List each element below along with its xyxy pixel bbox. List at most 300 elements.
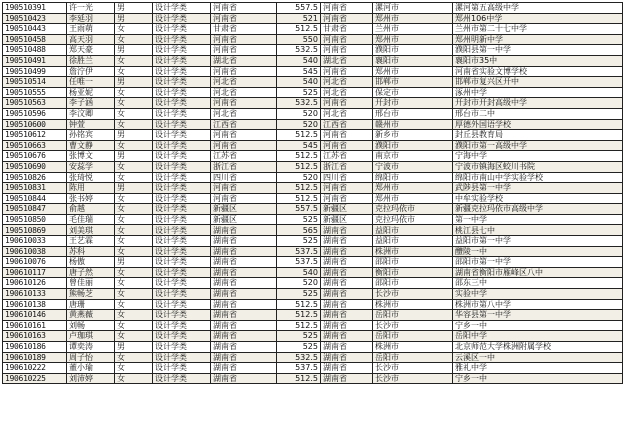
student-id-cell: 190510826 xyxy=(3,172,67,183)
school-cell: 邯郸市复兴区开中 xyxy=(453,77,623,88)
student-name-cell: 熊畅芝 xyxy=(67,289,115,300)
table-row xyxy=(3,119,623,130)
school-cell: 新疆克拉玛依市高级中学 xyxy=(453,204,623,215)
student-id-cell: 190510663 xyxy=(3,140,67,151)
school-cell: 宁乡一中 xyxy=(453,320,623,331)
school-cell: 郑州明新中学 xyxy=(453,34,623,45)
province-cell: 湖南省 xyxy=(211,352,277,363)
province-cell: 新疆区 xyxy=(211,204,277,215)
province-cell: 河南省 xyxy=(211,130,277,141)
gender-cell: 男 xyxy=(115,45,153,56)
city-cell: 濮阳市 xyxy=(373,45,453,56)
city-cell: 株洲市 xyxy=(373,342,453,353)
school-cell: 襄阳市35中 xyxy=(453,55,623,66)
city-cell: 益阳市 xyxy=(373,225,453,236)
major-cell: 设计学类 xyxy=(153,246,211,257)
table-row xyxy=(3,172,623,183)
major-cell: 设计学类 xyxy=(153,66,211,77)
student-id-cell: 190510563 xyxy=(3,98,67,109)
student-id-cell: 190510850 xyxy=(3,214,67,225)
major-cell: 设计学类 xyxy=(153,24,211,35)
region-cell: 河南省 xyxy=(321,3,373,14)
score-cell: 540 xyxy=(277,55,321,66)
province-cell: 河南省 xyxy=(211,98,277,109)
score-cell: 521 xyxy=(277,13,321,24)
student-name-cell: 黄燕薇 xyxy=(67,310,115,321)
gender-cell: 男 xyxy=(115,342,153,353)
table-row xyxy=(3,66,623,77)
major-cell: 设计学类 xyxy=(153,373,211,384)
table-row xyxy=(3,278,623,289)
major-cell: 设计学类 xyxy=(153,310,211,321)
student-name-cell: 安蕊学 xyxy=(67,161,115,172)
city-cell: 岳阳市 xyxy=(373,352,453,363)
table-row xyxy=(3,24,623,35)
gender-cell: 男 xyxy=(115,183,153,194)
student-name-cell: 张书婷 xyxy=(67,193,115,204)
school-cell: 涿州中学 xyxy=(453,87,623,98)
city-cell: 兰州市 xyxy=(373,24,453,35)
major-cell: 设计学类 xyxy=(153,193,211,204)
major-cell: 设计学类 xyxy=(153,257,211,268)
major-cell: 设计学类 xyxy=(153,130,211,141)
province-cell: 湖南省 xyxy=(211,257,277,268)
student-id-cell: 190610126 xyxy=(3,278,67,289)
student-name-cell: 唐珊 xyxy=(67,299,115,310)
city-cell: 漯河市 xyxy=(373,3,453,14)
gender-cell: 女 xyxy=(115,267,153,278)
gender-cell: 女 xyxy=(115,108,153,119)
province-cell: 河南省 xyxy=(211,45,277,56)
school-cell: 河南省实验文博学校 xyxy=(453,66,623,77)
school-cell: 邢台市二中 xyxy=(453,108,623,119)
score-cell: 545 xyxy=(277,66,321,77)
table-row xyxy=(3,246,623,257)
major-cell: 设计学类 xyxy=(153,119,211,130)
score-cell: 525 xyxy=(277,87,321,98)
student-id-cell: 190610038 xyxy=(3,246,67,257)
student-id-cell: 190510676 xyxy=(3,151,67,162)
region-cell: 湖南省 xyxy=(321,342,373,353)
student-id-cell: 190610222 xyxy=(3,363,67,374)
school-cell: 开封市开封高级中学 xyxy=(453,98,623,109)
major-cell: 设计学类 xyxy=(153,140,211,151)
province-cell: 湖南省 xyxy=(211,342,277,353)
region-cell: 湖南省 xyxy=(321,352,373,363)
gender-cell: 男 xyxy=(115,151,153,162)
score-cell: 537.5 xyxy=(277,363,321,374)
province-cell: 江苏省 xyxy=(211,151,277,162)
province-cell: 江西省 xyxy=(211,119,277,130)
gender-cell: 男 xyxy=(115,257,153,268)
city-cell: 郑州市 xyxy=(373,66,453,77)
student-name-cell: 毛佳瑞 xyxy=(67,214,115,225)
region-cell: 河南省 xyxy=(321,45,373,56)
city-cell: 赣州市 xyxy=(373,119,453,130)
gender-cell: 女 xyxy=(115,193,153,204)
city-cell: 郑州市 xyxy=(373,13,453,24)
region-cell: 甘肃省 xyxy=(321,24,373,35)
major-cell: 设计学类 xyxy=(153,278,211,289)
student-name-cell: 孙铭宾 xyxy=(67,130,115,141)
city-cell: 邯郸市 xyxy=(373,77,453,88)
gender-cell: 女 xyxy=(115,55,153,66)
region-cell: 湖南省 xyxy=(321,246,373,257)
province-cell: 河南省 xyxy=(211,183,277,194)
table-row xyxy=(3,13,623,24)
student-id-cell: 190510600 xyxy=(3,119,67,130)
student-name-cell: 周子怡 xyxy=(67,352,115,363)
region-cell: 湖南省 xyxy=(321,331,373,342)
student-name-cell: 杨傲 xyxy=(67,257,115,268)
student-name-cell: 王雨萌 xyxy=(67,24,115,35)
school-cell: 邵东三中 xyxy=(453,278,623,289)
region-cell: 湖南省 xyxy=(321,363,373,374)
student-name-cell: 徐胜兰 xyxy=(67,55,115,66)
table-row xyxy=(3,140,623,151)
table-row xyxy=(3,3,623,14)
table-row xyxy=(3,373,623,384)
table-row xyxy=(3,130,623,141)
student-id-cell: 190610138 xyxy=(3,299,67,310)
score-cell: 520 xyxy=(277,119,321,130)
province-cell: 湖南省 xyxy=(211,363,277,374)
region-cell: 湖南省 xyxy=(321,289,373,300)
major-cell: 设计学类 xyxy=(153,87,211,98)
major-cell: 设计学类 xyxy=(153,299,211,310)
province-cell: 河南省 xyxy=(211,13,277,24)
city-cell: 长沙市 xyxy=(373,289,453,300)
province-cell: 湖南省 xyxy=(211,246,277,257)
student-id-cell: 190610163 xyxy=(3,331,67,342)
school-cell: 邵阳市第一中学 xyxy=(453,257,623,268)
student-id-cell: 190510869 xyxy=(3,225,67,236)
province-cell: 湖南省 xyxy=(211,331,277,342)
student-id-cell: 190510596 xyxy=(3,108,67,119)
school-cell: 厚德外国语学校 xyxy=(453,119,623,130)
school-cell: 宁乡一中 xyxy=(453,373,623,384)
region-cell: 河南省 xyxy=(321,98,373,109)
gender-cell: 女 xyxy=(115,140,153,151)
student-name-cell: 陈用 xyxy=(67,183,115,194)
major-cell: 设计学类 xyxy=(153,267,211,278)
region-cell: 河北省 xyxy=(321,77,373,88)
gender-cell: 女 xyxy=(115,119,153,130)
province-cell: 湖南省 xyxy=(211,236,277,247)
score-cell: 565 xyxy=(277,225,321,236)
region-cell: 江西省 xyxy=(321,119,373,130)
province-cell: 湖南省 xyxy=(211,320,277,331)
province-cell: 河南省 xyxy=(211,193,277,204)
gender-cell: 女 xyxy=(115,24,153,35)
score-cell: 525 xyxy=(277,342,321,353)
school-cell: 绵阳市南山中学实验学校 xyxy=(453,172,623,183)
roster-body xyxy=(3,3,623,384)
student-id-cell: 190510499 xyxy=(3,66,67,77)
city-cell: 克拉玛依市 xyxy=(373,204,453,215)
city-cell: 郑州市 xyxy=(373,193,453,204)
gender-cell: 女 xyxy=(115,236,153,247)
admission-roster-table xyxy=(2,2,623,384)
student-name-cell: 董小瑜 xyxy=(67,363,115,374)
region-cell: 河南省 xyxy=(321,66,373,77)
table-row xyxy=(3,225,623,236)
score-cell: 532.5 xyxy=(277,45,321,56)
major-cell: 设计学类 xyxy=(153,98,211,109)
gender-cell: 女 xyxy=(115,204,153,215)
city-cell: 宁波市 xyxy=(373,161,453,172)
gender-cell: 男 xyxy=(115,13,153,24)
school-cell: 濮阳县第一中学 xyxy=(453,45,623,56)
province-cell: 河北省 xyxy=(211,87,277,98)
region-cell: 江苏省 xyxy=(321,151,373,162)
student-id-cell: 190510488 xyxy=(3,45,67,56)
score-cell: 540 xyxy=(277,77,321,88)
province-cell: 湖南省 xyxy=(211,225,277,236)
province-cell: 甘肃省 xyxy=(211,24,277,35)
gender-cell: 女 xyxy=(115,299,153,310)
table-row xyxy=(3,77,623,88)
region-cell: 湖南省 xyxy=(321,267,373,278)
score-cell: 512.5 xyxy=(277,193,321,204)
school-cell: 株洲市第八中学 xyxy=(453,299,623,310)
table-row xyxy=(3,193,623,204)
student-name-cell: 钟萱 xyxy=(67,119,115,130)
student-id-cell: 190610189 xyxy=(3,352,67,363)
score-cell: 532.5 xyxy=(277,352,321,363)
table-row xyxy=(3,183,623,194)
score-cell: 512.5 xyxy=(277,130,321,141)
province-cell: 河南省 xyxy=(211,140,277,151)
region-cell: 河南省 xyxy=(321,140,373,151)
city-cell: 克拉玛依市 xyxy=(373,214,453,225)
student-name-cell: 俞越 xyxy=(67,204,115,215)
score-cell: 537.5 xyxy=(277,246,321,257)
major-cell: 设计学类 xyxy=(153,183,211,194)
table-row xyxy=(3,45,623,56)
score-cell: 545 xyxy=(277,140,321,151)
gender-cell: 女 xyxy=(115,289,153,300)
region-cell: 河南省 xyxy=(321,193,373,204)
student-name-cell: 高天羽 xyxy=(67,34,115,45)
region-cell: 新疆区 xyxy=(321,204,373,215)
region-cell: 湖南省 xyxy=(321,299,373,310)
school-cell: 华容县第一中学 xyxy=(453,310,623,321)
region-cell: 湖南省 xyxy=(321,310,373,321)
major-cell: 设计学类 xyxy=(153,3,211,14)
city-cell: 长沙市 xyxy=(373,363,453,374)
student-id-cell: 190610186 xyxy=(3,342,67,353)
student-name-cell: 刘美琪 xyxy=(67,225,115,236)
student-name-cell: 杨亚妮 xyxy=(67,87,115,98)
student-id-cell: 190510491 xyxy=(3,55,67,66)
major-cell: 设计学类 xyxy=(153,352,211,363)
province-cell: 湖南省 xyxy=(211,267,277,278)
score-cell: 512.5 xyxy=(277,151,321,162)
gender-cell: 女 xyxy=(115,331,153,342)
student-id-cell: 190510690 xyxy=(3,161,67,172)
student-id-cell: 190610225 xyxy=(3,373,67,384)
city-cell: 邵阳市 xyxy=(373,257,453,268)
student-id-cell: 190510844 xyxy=(3,193,67,204)
school-cell: 濮阳市第一高级中学 xyxy=(453,140,623,151)
table-row xyxy=(3,342,623,353)
major-cell: 设计学类 xyxy=(153,108,211,119)
score-cell: 512.5 xyxy=(277,161,321,172)
score-cell: 520 xyxy=(277,172,321,183)
major-cell: 设计学类 xyxy=(153,151,211,162)
student-id-cell: 190610133 xyxy=(3,289,67,300)
region-cell: 四川省 xyxy=(321,172,373,183)
student-name-cell: 郑天豪 xyxy=(67,45,115,56)
table-row xyxy=(3,34,623,45)
major-cell: 设计学类 xyxy=(153,34,211,45)
score-cell: 537.5 xyxy=(277,257,321,268)
student-name-cell: 许一光 xyxy=(67,3,115,14)
gender-cell: 女 xyxy=(115,320,153,331)
major-cell: 设计学类 xyxy=(153,363,211,374)
gender-cell: 女 xyxy=(115,172,153,183)
school-cell: 桃江县七中 xyxy=(453,225,623,236)
school-cell: 湖南省衡阳市雁峰区八中 xyxy=(453,267,623,278)
school-cell: 第一中学 xyxy=(453,214,623,225)
student-id-cell: 190510423 xyxy=(3,13,67,24)
province-cell: 河南省 xyxy=(211,66,277,77)
gender-cell: 女 xyxy=(115,98,153,109)
province-cell: 四川省 xyxy=(211,172,277,183)
gender-cell: 女 xyxy=(115,214,153,225)
gender-cell: 女 xyxy=(115,363,153,374)
student-name-cell: 刘畅 xyxy=(67,320,115,331)
province-cell: 河南省 xyxy=(211,3,277,14)
school-cell: 郑州106中学 xyxy=(453,13,623,24)
gender-cell: 男 xyxy=(115,77,153,88)
city-cell: 株洲市 xyxy=(373,246,453,257)
region-cell: 河南省 xyxy=(321,183,373,194)
table-row xyxy=(3,87,623,98)
major-cell: 设计学类 xyxy=(153,45,211,56)
region-cell: 河南省 xyxy=(321,13,373,24)
city-cell: 岳阳市 xyxy=(373,310,453,321)
score-cell: 520 xyxy=(277,278,321,289)
province-cell: 河南省 xyxy=(211,34,277,45)
major-cell: 设计学类 xyxy=(153,225,211,236)
student-id-cell: 190510391 xyxy=(3,3,67,14)
student-name-cell: 李延羽 xyxy=(67,13,115,24)
score-cell: 525 xyxy=(277,214,321,225)
school-cell: 益阳市第一中学 xyxy=(453,236,623,247)
gender-cell: 女 xyxy=(115,310,153,321)
city-cell: 邢台市 xyxy=(373,108,453,119)
student-name-cell: 苏科 xyxy=(67,246,115,257)
school-cell: 漯河第五高级中学 xyxy=(453,3,623,14)
major-cell: 设计学类 xyxy=(153,236,211,247)
province-cell: 湖北省 xyxy=(211,55,277,66)
school-cell: 武陟县第一中学 xyxy=(453,183,623,194)
student-name-cell: 唐子然 xyxy=(67,267,115,278)
score-cell: 525 xyxy=(277,289,321,300)
table-row xyxy=(3,257,623,268)
gender-cell: 女 xyxy=(115,161,153,172)
gender-cell: 女 xyxy=(115,225,153,236)
gender-cell: 男 xyxy=(115,130,153,141)
student-id-cell: 190610076 xyxy=(3,257,67,268)
major-cell: 设计学类 xyxy=(153,289,211,300)
region-cell: 浙江省 xyxy=(321,161,373,172)
gender-cell: 女 xyxy=(115,278,153,289)
region-cell: 湖南省 xyxy=(321,278,373,289)
student-name-cell: 李汶卿 xyxy=(67,108,115,119)
city-cell: 长沙市 xyxy=(373,320,453,331)
student-name-cell: 曾佳丽 xyxy=(67,278,115,289)
table-row xyxy=(3,151,623,162)
province-cell: 新疆区 xyxy=(211,214,277,225)
student-id-cell: 190510847 xyxy=(3,204,67,215)
province-cell: 浙江省 xyxy=(211,161,277,172)
school-cell: 兰州市第二十七中学 xyxy=(453,24,623,35)
student-name-cell: 张博文 xyxy=(67,151,115,162)
school-cell: 宁波市镇海区蛟川书院 xyxy=(453,161,623,172)
city-cell: 襄阳市 xyxy=(373,55,453,66)
school-cell: 云溪区一中 xyxy=(453,352,623,363)
table-row xyxy=(3,55,623,66)
city-cell: 南京市 xyxy=(373,151,453,162)
student-id-cell: 190510443 xyxy=(3,24,67,35)
table-row xyxy=(3,363,623,374)
school-cell: 中牟实验学校 xyxy=(453,193,623,204)
student-id-cell: 190610161 xyxy=(3,320,67,331)
city-cell: 长沙市 xyxy=(373,373,453,384)
gender-cell: 女 xyxy=(115,246,153,257)
table-row xyxy=(3,161,623,172)
region-cell: 湖北省 xyxy=(321,55,373,66)
gender-cell: 女 xyxy=(115,87,153,98)
student-name-cell: 卢珈琪 xyxy=(67,331,115,342)
city-cell: 郑州市 xyxy=(373,34,453,45)
region-cell: 河南省 xyxy=(321,130,373,141)
score-cell: 532.5 xyxy=(277,98,321,109)
gender-cell: 女 xyxy=(115,373,153,384)
student-name-cell: 曹文静 xyxy=(67,140,115,151)
major-cell: 设计学类 xyxy=(153,161,211,172)
gender-cell: 女 xyxy=(115,352,153,363)
region-cell: 河北省 xyxy=(321,108,373,119)
score-cell: 512.5 xyxy=(277,183,321,194)
province-cell: 湖南省 xyxy=(211,310,277,321)
major-cell: 设计学类 xyxy=(153,55,211,66)
major-cell: 设计学类 xyxy=(153,342,211,353)
city-cell: 衡阳市 xyxy=(373,267,453,278)
score-cell: 557.5 xyxy=(277,3,321,14)
school-cell: 封丘县教育局 xyxy=(453,130,623,141)
student-name-cell: 王艺霖 xyxy=(67,236,115,247)
table-row xyxy=(3,289,623,300)
table-row xyxy=(3,310,623,321)
student-name-cell: 谭奕涛 xyxy=(67,342,115,353)
school-cell: 岳阳中学 xyxy=(453,331,623,342)
city-cell: 新乡市 xyxy=(373,130,453,141)
student-id-cell: 190510831 xyxy=(3,183,67,194)
score-cell: 512.5 xyxy=(277,24,321,35)
major-cell: 设计学类 xyxy=(153,320,211,331)
city-cell: 株洲市 xyxy=(373,299,453,310)
city-cell: 开封市 xyxy=(373,98,453,109)
province-cell: 湖南省 xyxy=(211,299,277,310)
table-row xyxy=(3,236,623,247)
province-cell: 湖南省 xyxy=(211,373,277,384)
city-cell: 益阳市 xyxy=(373,236,453,247)
gender-cell: 男 xyxy=(115,3,153,14)
